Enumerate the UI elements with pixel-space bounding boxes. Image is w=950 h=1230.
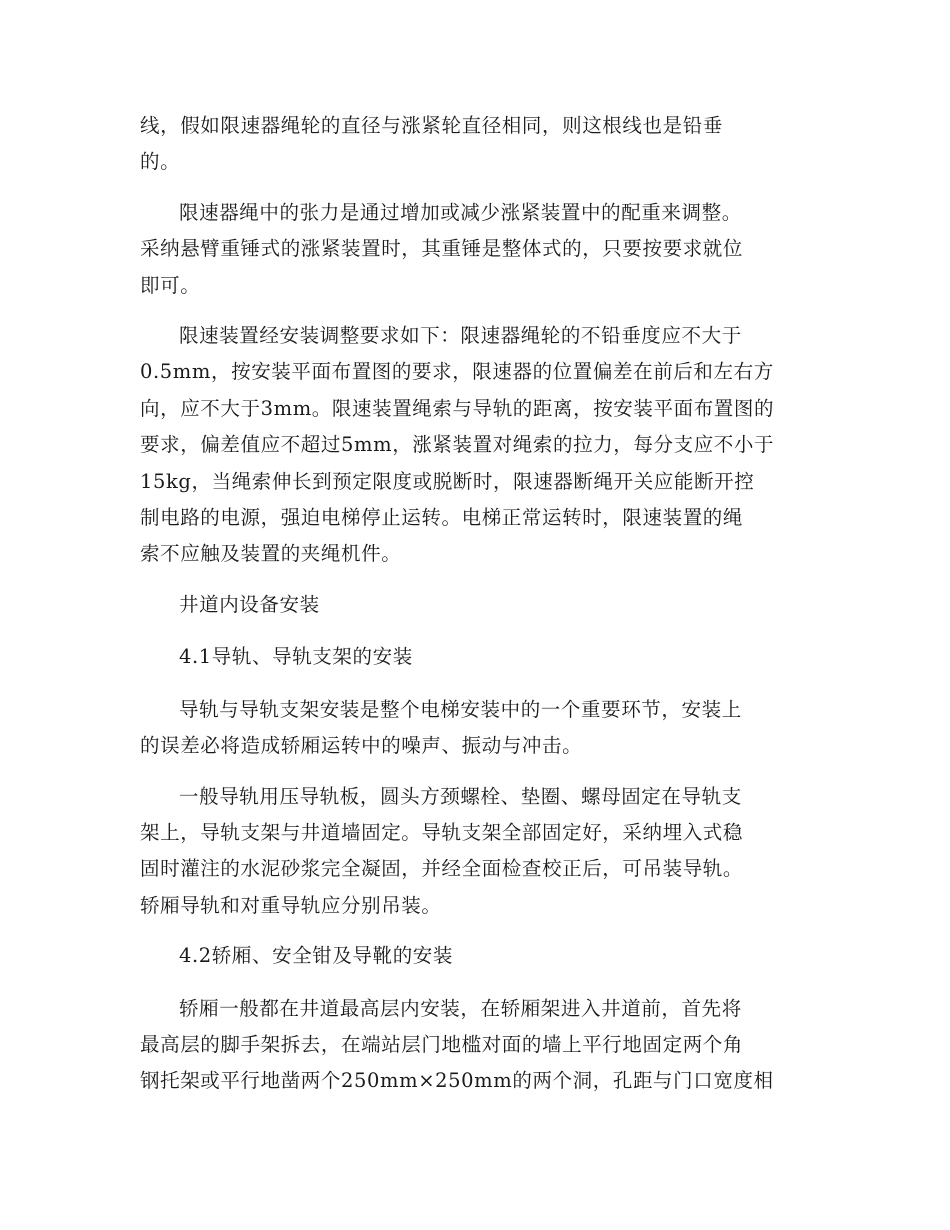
text-line: 架上，导轨支架与井道墙固定。导轨支架全部固定好，采纳埋入式稳 <box>140 820 744 844</box>
text-line: 限速器绳中的张力是通过增加或减少涨紧装置中的配重来调整。 <box>179 200 742 224</box>
paragraph-4 <box>140 692 808 765</box>
heading-text: 4.1导轨、导轨支架的安装 <box>179 645 413 669</box>
text-line: 最高层的脚手架拆去，在端站层门地槛对面的墙上平行地固定两个角 <box>140 1032 744 1056</box>
text-line: 导轨与导轨支架安装是整个电梯安装中的一个重要环节，安装上 <box>179 697 742 721</box>
text-line: 15kg，当绳索伸长到预定限度或脱断时，限速器断绳开关应能断开控 <box>140 469 755 493</box>
heading-text: 4.2轿厢、安全钳及导靴的安装 <box>179 944 454 968</box>
text-line: 轿厢一般都在井道最高层内安装，在轿厢架进入井道前，首先将 <box>179 996 742 1020</box>
text-line: 即可。 <box>140 273 201 297</box>
text-line: 制电路的电源，强迫电梯停止运转。电梯正常运转时，限速装置的绳 <box>140 506 744 530</box>
text-line: 采纳悬臂重锤式的涨紧装置时，其重锤是整体式的，只要按要求就位 <box>140 237 744 261</box>
subsection-heading-4-2 <box>140 938 808 974</box>
text-line: 轿厢导轨和对重导轨应分别吊装。 <box>140 893 442 917</box>
text-line: 0.5mm，按安装平面布置图的要求，限速器的位置偏差在前后和左右方 <box>140 360 774 384</box>
text-line: 限速装置经安装调整要求如下：限速器绳轮的不铅垂度应不大于 <box>179 324 742 348</box>
heading-text: 井道内设备安装 <box>179 592 320 616</box>
section-heading <box>140 587 808 623</box>
document-page <box>140 108 808 1114</box>
text-line: 一般导轨用压导轨板，圆头方颈螺栓、垫圈、螺母固定在导轨支 <box>179 784 742 808</box>
text-line: 钢托架或平行地凿两个250mm×250mm的两个洞，孔距与门口宽度相 <box>140 1069 774 1093</box>
text-line: 的。 <box>140 150 181 174</box>
text-line: 固时灌注的水泥砂浆完全凝固，并经全面检查校正后，可吊装导轨。 <box>140 857 744 881</box>
paragraph-5 <box>140 779 808 925</box>
paragraph-1 <box>140 108 808 181</box>
text-line: 的误差必将造成轿厢运转中的噪声、振动与冲击。 <box>140 734 583 758</box>
paragraph-2 <box>140 195 808 304</box>
text-line: 要求，偏差值应不超过5mm，涨紧装置对绳索的拉力，每分支应不小于 <box>140 433 775 457</box>
text-line: 向，应不大于3mm。限速装置绳索与导轨的距离，按安装平面布置图的 <box>140 396 775 420</box>
paragraph-6 <box>140 991 808 1100</box>
paragraph-3 <box>140 318 808 573</box>
subsection-heading-4-1 <box>140 639 808 675</box>
text-line: 线，假如限速器绳轮的直径与涨紧轮直径相同，则这根线也是铅垂 <box>140 114 723 137</box>
text-line: 索不应触及装置的夹绳机件。 <box>140 542 402 566</box>
